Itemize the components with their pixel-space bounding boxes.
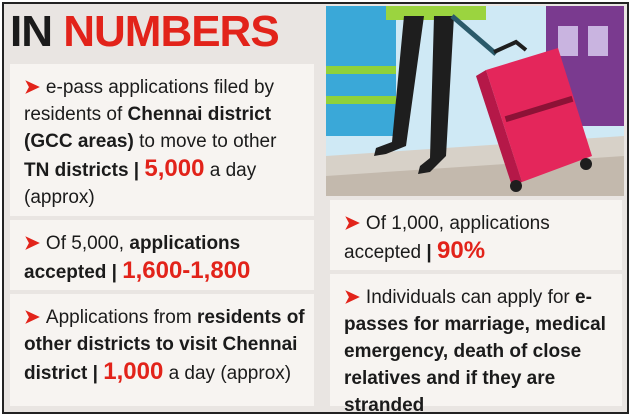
stat-bold-text: residents of other districts to visit Chennai district xyxy=(24,307,305,384)
stat-number: 5,000 xyxy=(144,155,205,182)
stat-text: Applications from xyxy=(45,307,197,328)
stat-number: 1,000 xyxy=(103,358,164,385)
separator: | xyxy=(87,363,104,384)
stat-bold-text: applications accepted xyxy=(24,233,241,283)
stat-number: 1,600-1,800 xyxy=(122,257,251,284)
stat-panel-visit-accepted xyxy=(330,200,622,270)
bullet-arrow-icon: ➤ xyxy=(344,213,360,234)
stat-bold-text: e-passes for marriage, medical emergency, death of close relatives and if they are stranded xyxy=(344,287,606,416)
page-title xyxy=(10,4,279,60)
separator: | xyxy=(128,160,145,181)
stat-text: Individuals can apply for xyxy=(365,287,576,308)
stat-panel-accepted xyxy=(10,220,314,290)
traveller-with-suitcase-icon xyxy=(326,6,624,196)
bullet-arrow-icon: ➤ xyxy=(24,307,40,328)
title-word-numbers: NUMBERS xyxy=(63,7,279,56)
stat-bold-text: TN districts xyxy=(24,160,129,181)
separator: | xyxy=(421,242,437,263)
stat-bold-text: Chennai district (GCC areas) xyxy=(24,104,272,152)
stat-panel-eligibility xyxy=(330,274,622,416)
stat-text: to move to other xyxy=(133,131,277,152)
separator: | xyxy=(106,262,123,283)
stat-number: 90% xyxy=(437,237,486,264)
bullet-arrow-icon: ➤ xyxy=(24,233,40,254)
stat-panel-other-districts xyxy=(10,294,314,406)
stat-text: Of 5,000, xyxy=(45,233,130,254)
stat-text: Of 1,000, applications accepted xyxy=(344,213,550,263)
stat-text: a day (approx) xyxy=(24,160,257,208)
illustration xyxy=(326,6,624,196)
stat-text: a day (approx) xyxy=(163,363,292,384)
bullet-arrow-icon: ➤ xyxy=(24,77,40,98)
stat-text: e-pass applications filed by residents of xyxy=(24,77,275,125)
stat-panel-chennai-applications xyxy=(10,64,314,216)
title-word-in: IN xyxy=(10,7,52,56)
bullet-arrow-icon: ➤ xyxy=(344,287,360,308)
